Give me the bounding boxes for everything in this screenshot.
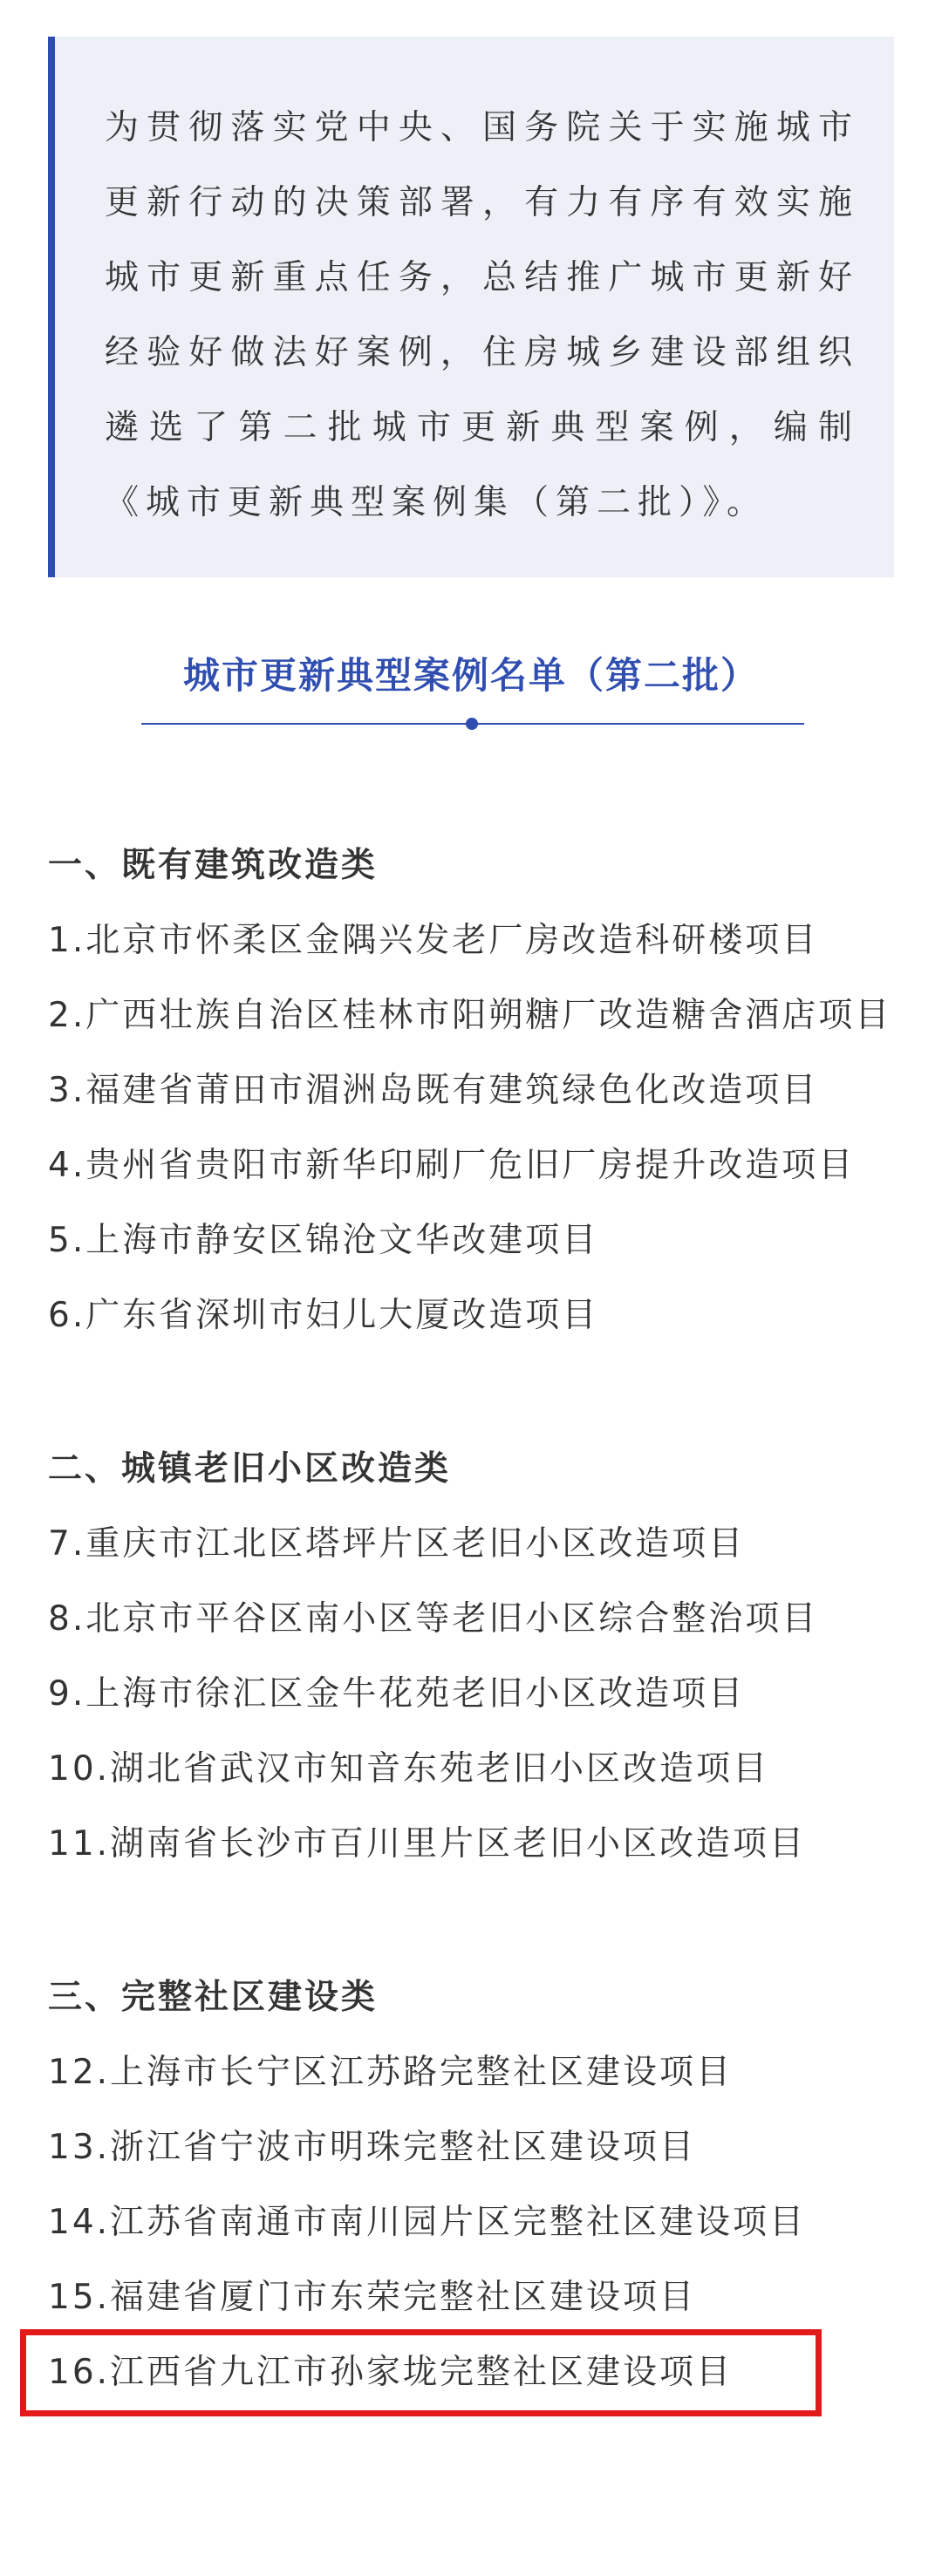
list-item: 15.福建省厦门市东荣完整社区建设项目 [48, 2278, 697, 2317]
list-item: 10.湖北省武汉市知音东苑老旧小区改造项目 [48, 1749, 770, 1789]
section-heading: 三、完整社区建设类 [48, 1978, 379, 2017]
list-item: 7.重庆市江北区塔坪片区老旧小区改造项目 [48, 1524, 746, 1564]
list-item: 6.广东省深圳市妇儿大厦改造项目 [48, 1296, 599, 1335]
list-item: 4.贵州省贵阳市新华印刷厂危旧厂房提升改造项目 [48, 1146, 856, 1185]
list-item: 11.湖南省长沙市百川里片区老旧小区改造项目 [48, 1824, 807, 1864]
list-item: 2.广西壮族自治区桂林市阳朔糖厂改造糖舍酒店项目 [48, 996, 892, 1035]
list-item: 9.上海市徐汇区金牛花苑老旧小区改造项目 [48, 1674, 746, 1714]
case-list [48, 828, 903, 2489]
section-old-residential [48, 1432, 903, 1882]
section-heading: 一、既有建筑改造类 [48, 846, 379, 885]
intro-text: 为贯彻落实党中央、国务院关于实施城市更新行动的决策部署，有力有序有效实施城市更新重点任务，总结推广城市更新好经验好做法好案例，住房城乡建设部组织遴选了第二批城市更新典型案例，编制《城市更新典型案例集（第二批）》。 [105, 108, 859, 522]
intro-box [48, 37, 894, 577]
list-item: 1.北京市怀柔区金隅兴发老厂房改造科研楼项目 [48, 921, 819, 960]
list-title: 城市更新典型案例名单（第二批） [182, 654, 759, 697]
highlighted-list-item: 16.江西省九江市孙家垅完整社区建设项目 [26, 2335, 816, 2410]
list-item: 14.江苏省南通市南川园片区完整社区建设项目 [48, 2203, 807, 2242]
list-item: 12.上海市长宁区江苏路完整社区建设项目 [48, 2053, 734, 2092]
section-complete-community [48, 1960, 903, 2410]
section-heading: 二、城镇老旧小区改造类 [48, 1449, 452, 1489]
title-underline-dot [466, 718, 478, 730]
list-item: 8.北京市平谷区南小区等老旧小区综合整治项目 [48, 1599, 819, 1639]
list-item: 13.浙江省宁波市明珠完整社区建设项目 [48, 2128, 697, 2167]
list-item: 5.上海市静安区锦沧文华改建项目 [48, 1221, 599, 1260]
list-item: 3.福建省莆田市湄洲岛既有建筑绿色化改造项目 [48, 1071, 819, 1110]
section-existing-buildings [48, 828, 903, 1353]
